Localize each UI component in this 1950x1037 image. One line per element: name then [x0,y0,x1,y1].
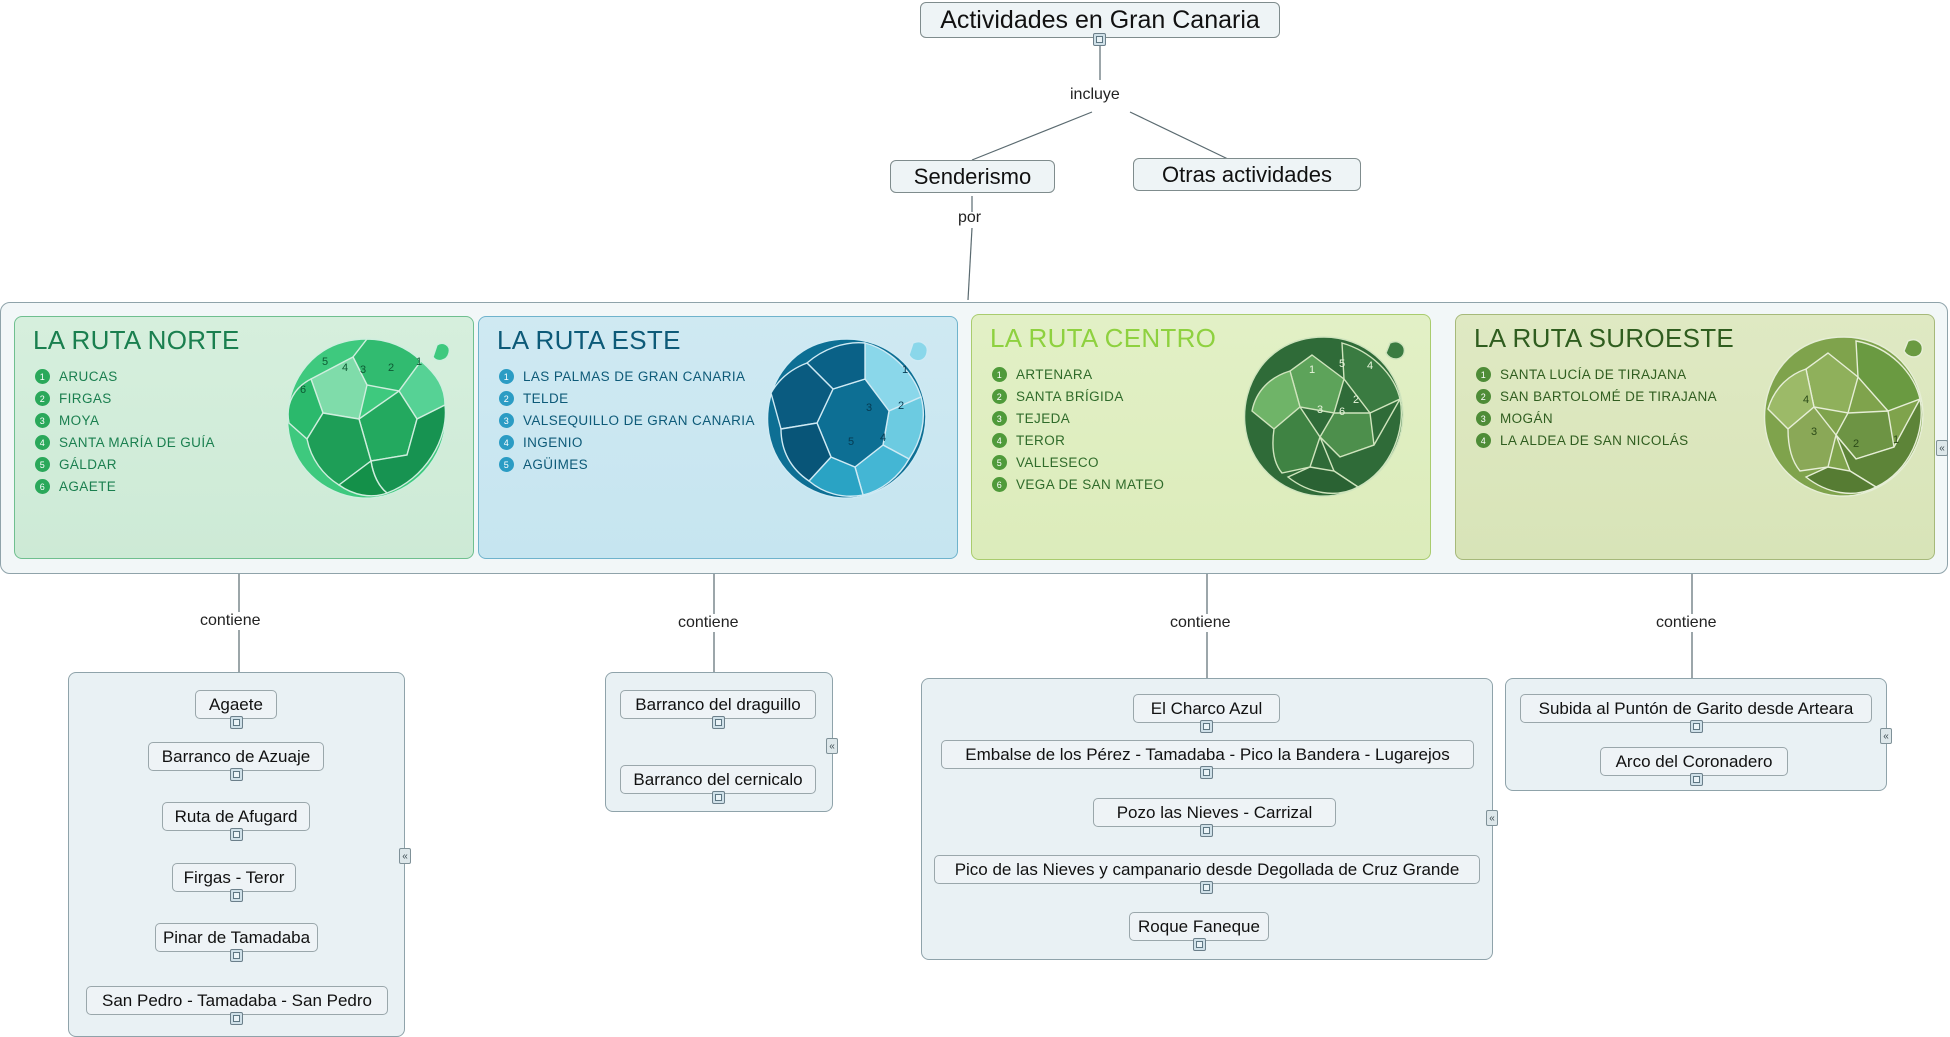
route-list-norte [35,369,215,501]
svg-text:4: 4 [879,432,887,444]
root-node-badge[interactable] [1093,33,1106,46]
collapse-handle-suroeste-group[interactable]: « [1880,728,1892,744]
leaf-badge[interactable] [230,828,243,841]
leaf-label: Barranco del cernicalo [633,769,803,789]
leaf-subida-al-punton-de-garito[interactable] [1520,694,1872,723]
edge-label-contiene-centro: contiene [1170,614,1231,631]
leaf-pico-de-las-nieves[interactable] [934,855,1480,884]
svg-text:5: 5 [321,356,329,368]
map-norte-icon [267,327,467,512]
route-title-suroeste: LA RUTA SUROESTE [1474,323,1735,353]
leaf-badge[interactable] [1690,773,1703,786]
route-list-suroeste [1476,367,1717,455]
svg-text:6: 6 [299,384,307,396]
collapse-handle-routes[interactable]: « [1936,440,1948,456]
leaf-badge[interactable] [1200,766,1213,779]
leaf-barranco-del-draguillo[interactable] [620,690,816,719]
svg-text:1: 1 [1308,364,1316,376]
leaf-badge[interactable] [230,889,243,902]
branch-otras-actividades[interactable] [1133,158,1361,191]
leaf-agaete[interactable] [195,690,277,719]
svg-text:2: 2 [1352,394,1360,406]
route-title-este: LA RUTA ESTE [497,325,681,355]
route-item: 5 VALLESECO [992,455,1164,470]
collapse-handle-norte-group[interactable]: « [399,848,411,864]
branch-senderismo-label: Senderismo [913,163,1032,189]
svg-text:3: 3 [359,364,367,376]
leaf-label: Firgas - Teror [183,867,285,887]
leaf-label: Barranco del draguillo [635,694,801,714]
route-item: 2 SAN BARTOLOMÉ DE TIRAJANA [1476,389,1717,404]
svg-text:1: 1 [901,364,909,376]
route-card-suroeste[interactable] [1455,314,1935,560]
svg-text:5: 5 [1338,358,1346,370]
route-item: 2 FIRGAS [35,391,215,406]
leaf-label: Pico de las Nieves y campanario desde Degollada de Cruz Grande [954,859,1460,879]
leaf-label: Pinar de Tamadaba [162,927,311,947]
svg-text:3: 3 [1316,404,1324,416]
leaf-pinar-de-tamadaba[interactable] [155,923,318,952]
leaf-label: Ruta de Afugard [174,806,298,826]
collapse-handle-este-group[interactable]: « [826,738,838,754]
leaf-firgas-teror[interactable] [172,863,296,892]
leaf-label: San Pedro - Tamadaba - San Pedro [102,990,372,1010]
route-item: 1 ARUCAS [35,369,215,384]
route-item: 3 MOGÁN [1476,411,1717,426]
route-item: 2 SANTA BRÍGIDA [992,389,1164,404]
leaf-label: Barranco de Azuaje [161,746,311,766]
svg-text:1: 1 [1892,434,1900,446]
leaf-badge[interactable] [1193,938,1206,951]
svg-text:4: 4 [1802,394,1810,406]
route-card-este[interactable] [478,316,958,559]
svg-text:6: 6 [1338,406,1346,418]
leaf-badge[interactable] [712,791,725,804]
route-title-centro: LA RUTA CENTRO [990,323,1217,353]
route-item: 3 TEJEDA [992,411,1164,426]
leaf-label: Roque Faneque [1138,916,1260,936]
edge-label-contiene-norte: contiene [200,612,261,629]
leaf-el-charco-azul[interactable] [1133,694,1280,723]
leaf-badge[interactable] [1200,824,1213,837]
route-item: 4 LA ALDEA DE SAN NICOLÁS [1476,433,1717,448]
map-centro-icon [1224,325,1424,510]
leaf-barranco-de-azuaje[interactable] [148,742,324,771]
collapse-handle-centro-group[interactable]: « [1486,810,1498,826]
branch-otras-actividades-label: Otras actividades [1162,161,1332,187]
route-title-norte: LA RUTA NORTE [33,325,240,355]
map-este-icon [747,327,947,512]
svg-text:2: 2 [1852,438,1860,450]
leaf-label: Pozo las Nieves - Carrizal [1116,802,1313,822]
leaf-roque-faneque[interactable] [1129,912,1269,941]
leaf-badge[interactable] [1200,881,1213,894]
route-item: 3 VALSEQUILLO DE GRAN CANARIA [499,413,755,428]
leaf-badge[interactable] [230,768,243,781]
route-item: 1 SANTA LUCÍA DE TIRAJANA [1476,367,1717,382]
svg-text:4: 4 [341,362,349,374]
svg-text:1: 1 [415,356,423,368]
leaf-badge[interactable] [1200,720,1213,733]
svg-text:2: 2 [897,400,905,412]
leaf-badge[interactable] [230,1012,243,1025]
leaf-embalse-de-los-perez[interactable] [941,740,1474,769]
route-item: 5 GÁLDAR [35,457,215,472]
leaf-label: Subida al Puntón de Garito desde Arteara [1538,698,1854,718]
route-item: 4 SANTA MARÍA DE GUÍA [35,435,215,450]
root-node-label: Actividades en Gran Canaria [940,5,1260,34]
leaf-ruta-de-afugard[interactable] [162,802,310,831]
svg-text:2: 2 [387,362,395,374]
route-item: 1 LAS PALMAS DE GRAN CANARIA [499,369,755,384]
leaf-badge[interactable] [1690,720,1703,733]
branch-senderismo[interactable] [890,160,1055,193]
leaf-label: El Charco Azul [1150,698,1263,718]
route-item: 6 AGAETE [35,479,215,494]
route-item: 1 ARTENARA [992,367,1164,382]
route-item: 4 TEROR [992,433,1164,448]
route-item: 3 MOYA [35,413,215,428]
leaf-label: Agaete [209,694,263,714]
route-card-centro[interactable] [971,314,1431,560]
edge-label-por: por [958,209,982,226]
leaf-label: Arco del Coronadero [1615,751,1773,771]
leaf-badge[interactable] [712,716,725,729]
leaf-barranco-del-cernicalo[interactable] [620,765,816,794]
leaf-badge[interactable] [230,949,243,962]
leaf-label: Embalse de los Pérez - Tamadaba - Pico la Bandera - Lugarejos [965,744,1450,764]
edge-label-contiene-suroeste: contiene [1656,614,1717,631]
edge-label-incluye: incluye [1070,86,1120,103]
leaf-badge[interactable] [230,716,243,729]
route-item: 6 VEGA DE SAN MATEO [992,477,1164,492]
route-item: 2 TELDE [499,391,755,406]
route-item: 4 INGENIO [499,435,755,450]
svg-text:3: 3 [1810,426,1818,438]
map-suroeste-icon [1744,325,1935,510]
leaf-san-pedro-tamadaba-san-pedro[interactable] [86,986,388,1015]
edge-label-contiene-este: contiene [678,614,739,631]
leaf-pozo-las-nieves-carrizal[interactable] [1093,798,1336,827]
leaf-arco-del-coronadero[interactable] [1600,747,1788,776]
svg-text:5: 5 [847,436,855,448]
route-list-centro [992,367,1164,499]
route-card-norte[interactable] [14,316,474,559]
svg-text:3: 3 [865,402,873,414]
route-list-este [499,369,755,479]
route-item: 5 AGÜIMES [499,457,755,472]
svg-text:4: 4 [1366,360,1374,372]
